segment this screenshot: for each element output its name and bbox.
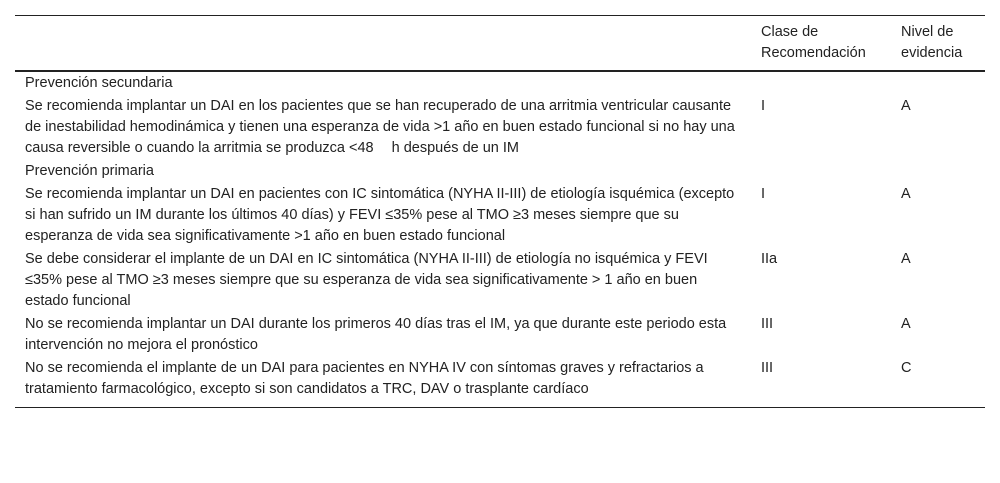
evidence-level: A [901,186,911,202]
recommendation-class: I [761,98,766,114]
recommendation-text-tail: después de un IM [403,140,519,156]
table-row [15,357,985,408]
section-row-primary [15,160,985,183]
recommendations-table [15,15,985,408]
table-row [15,183,985,248]
header-row [15,16,985,72]
recommendation-class: IIa [761,251,778,267]
section-title: Prevención secundaria [25,75,173,91]
section-title: Prevención primaria [25,163,154,179]
recommendation-text: Se recomienda implantar un DAI en pacientes con IC sintomática (NYHA II-III) de etiología isquémica (excepto si han sufrido un IM durante los últimos 40 días) y FEVI ≤35% pese al TMO ≥3 meses siempre que su esperanza de vida sea significativamente >1 año en buen estado funcional [25,186,735,244]
table-header [15,16,985,72]
recommendation-text-main: Se recomienda implantar un DAI en los pacientes que se han recuperado de una arritmia ventricular causante de inestabilidad hemodinámica y tienen una esperanza de vida >1 año en buen estado funcional si no hay una causa reversible o cuando la arritmia se produzca <48 [25,98,735,156]
recommendation-text: No se recomienda implantar un DAI durante los primeros 40 días tras el IM, ya que durante este periodo esta intervención no mejora el pronóstico [25,316,727,353]
recommendation-text: Se debe considerar el implante de un DAI en IC sintomática (NYHA II-III) de etiología no isquémica y FEVI ≤35% pese al TMO ≥3 meses siempre que su esperanza de vida sea significativamente > 1 año en buen estado funcional [25,251,708,309]
header-recommendation [15,16,751,72]
recommendation-class: I [761,186,766,202]
table-row [15,313,985,357]
table-row [15,95,985,160]
evidence-level: A [901,251,911,267]
recommendation-text [15,95,751,160]
table-row [15,248,985,313]
evidence-level: A [901,316,911,332]
recommendation-text-unit: h [391,140,400,156]
section-row-secondary [15,71,985,95]
recommendation-text: No se recomienda el implante de un DAI para pacientes en NYHA IV con síntomas graves y refractarios a tratamiento farmacológico, excepto si son candidatos a TRC, DAV o trasplante cardíaco [15,357,751,408]
recommendation-class: III [751,357,891,408]
recommendations-table-container [15,15,985,408]
header-class: Clase de Recomendación [751,16,891,72]
table-body [15,71,985,408]
recommendation-class: III [761,316,774,332]
evidence-level: C [891,357,985,408]
header-level: Nivel de evidencia [891,16,985,72]
evidence-level: A [901,98,911,114]
